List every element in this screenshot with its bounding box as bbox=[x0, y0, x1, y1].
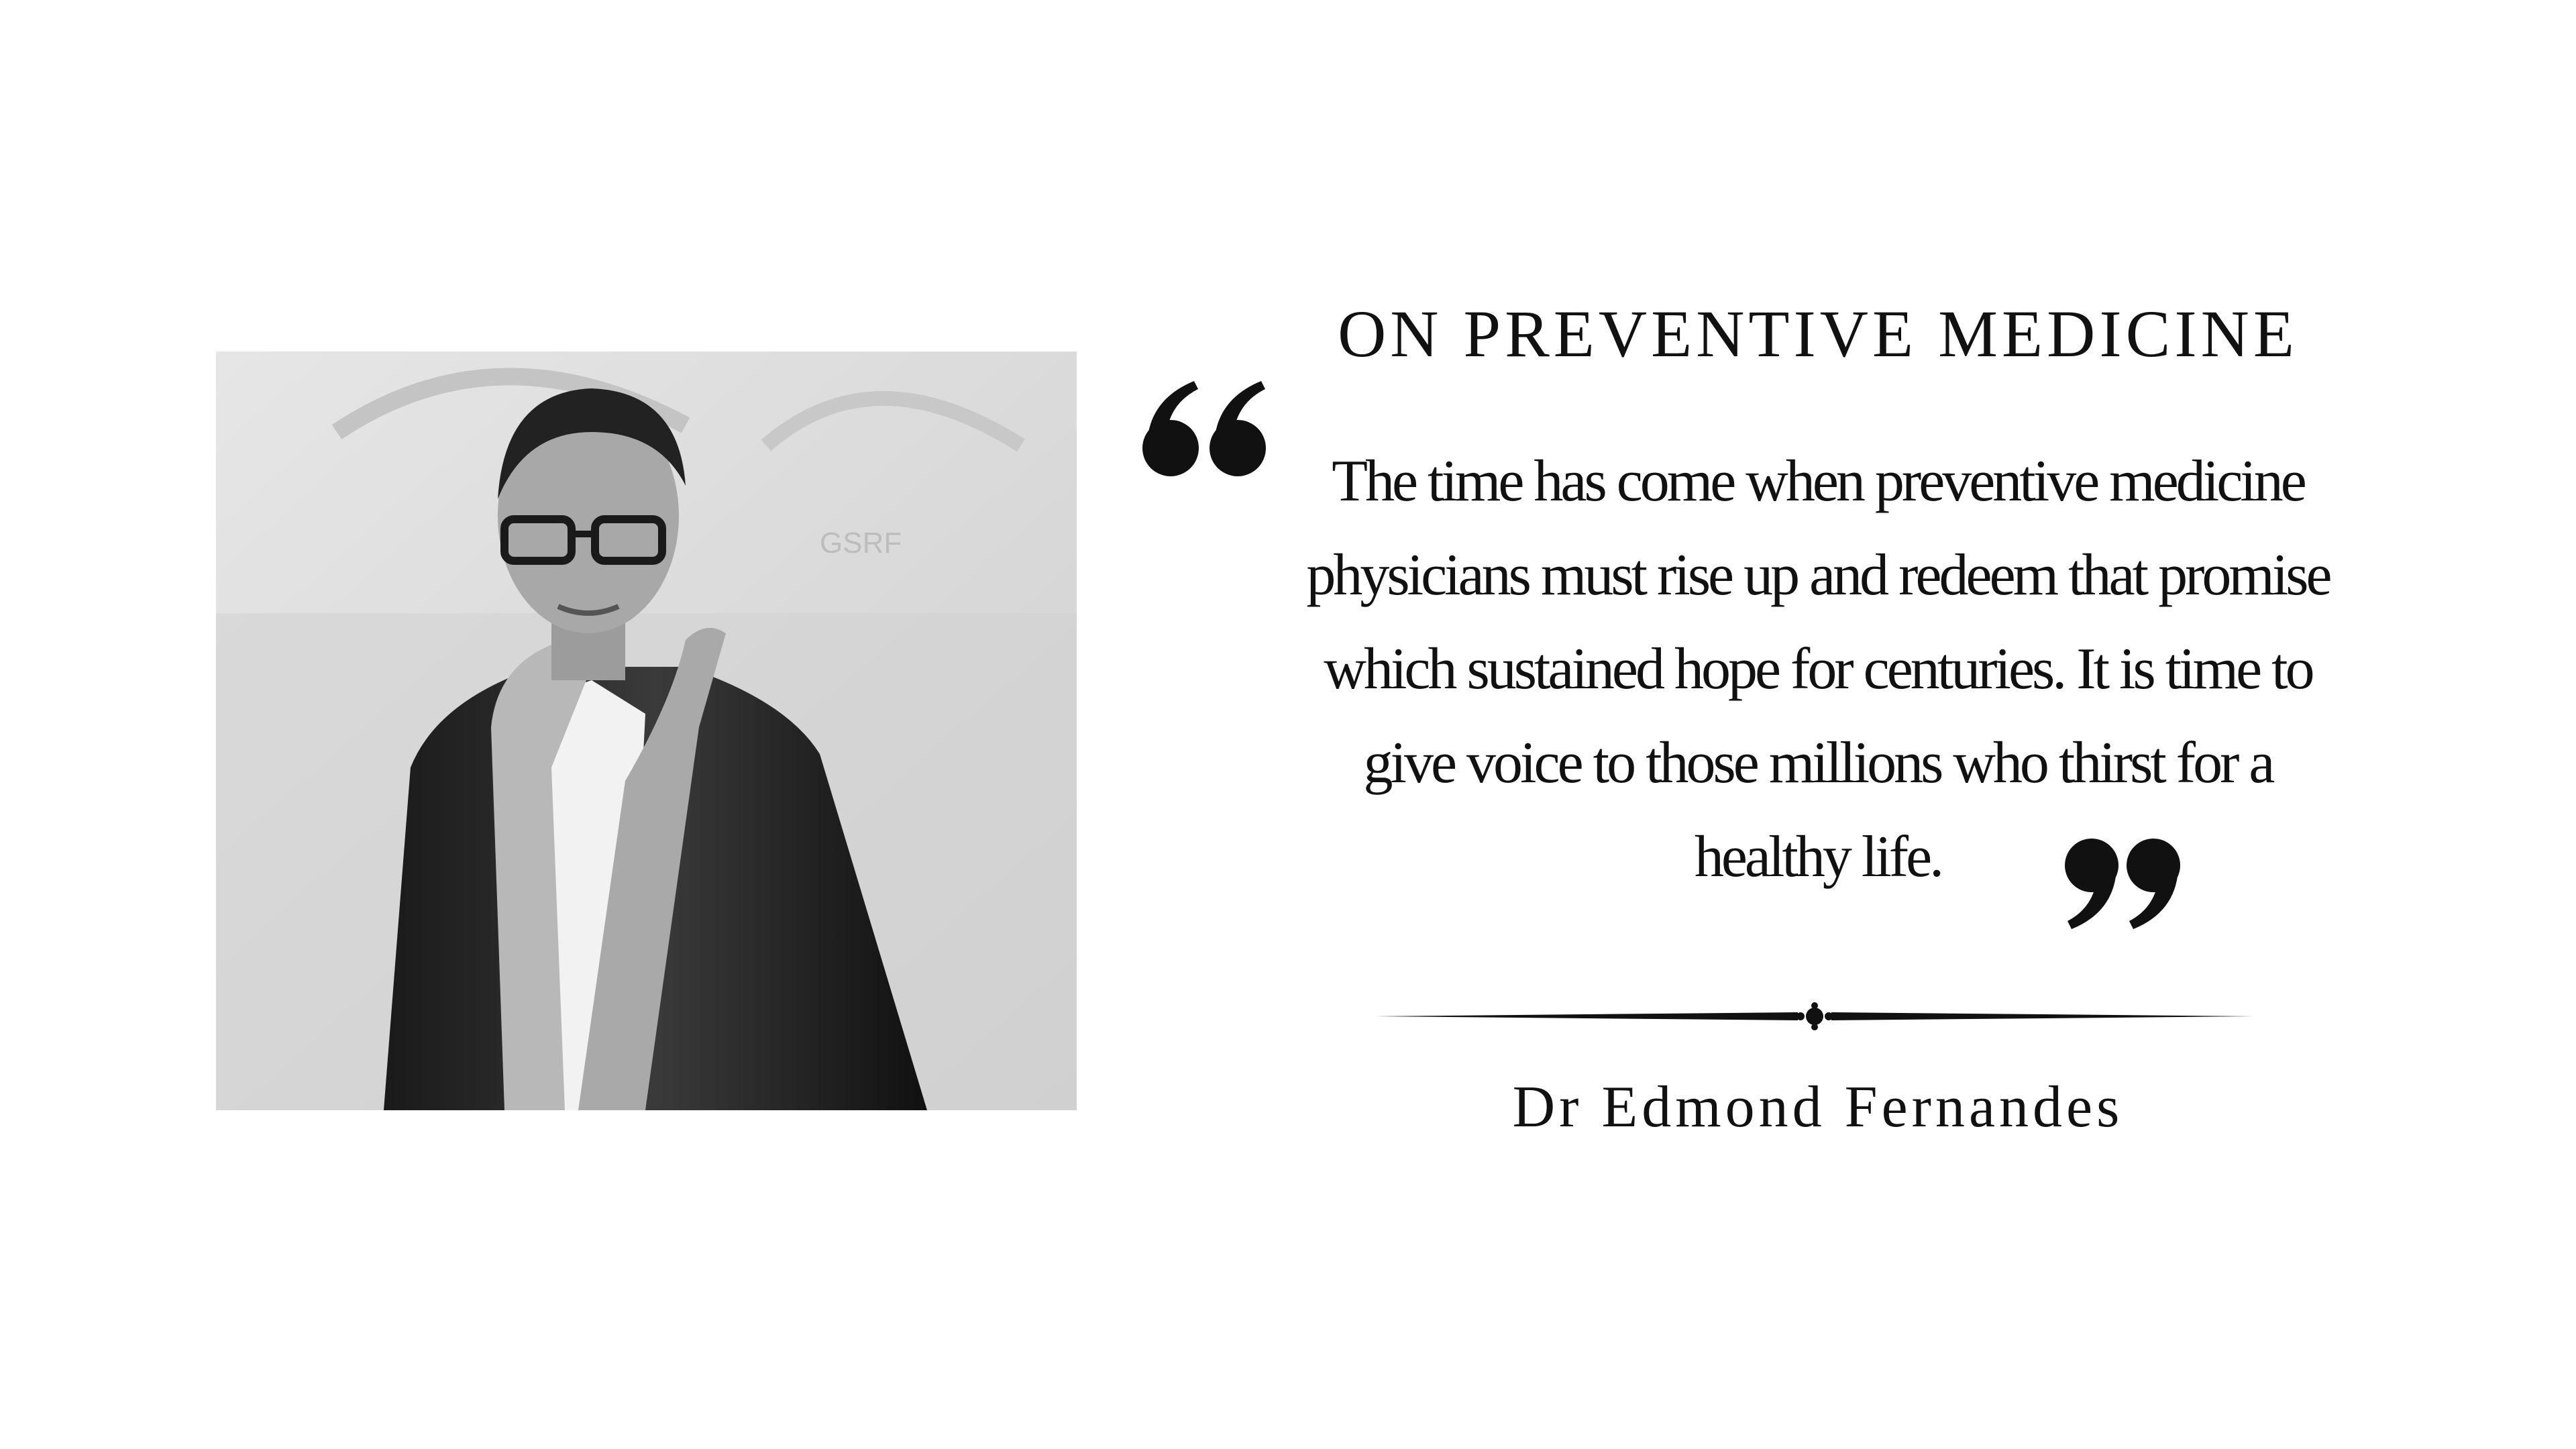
quote-author: Dr Edmond Fernandes bbox=[1512, 1075, 2124, 1140]
close-quote-icon bbox=[2059, 832, 2187, 932]
quote-line: The time has come when preventive medicine bbox=[1332, 449, 2304, 514]
quote-line: give voice to those millions who thirst for a bbox=[1363, 731, 2273, 796]
quote-heading: ON PREVENTIVE MEDICINE bbox=[1338, 297, 2298, 371]
portrait-photo bbox=[216, 352, 1077, 1110]
quote-line: physicians must rise up and redeem that promise bbox=[1306, 543, 2330, 608]
portrait-illustration bbox=[216, 352, 1077, 1110]
ornament-divider bbox=[1375, 1000, 2254, 1033]
quote-text bbox=[1241, 435, 2395, 904]
background-logo-text: GSRF bbox=[820, 527, 902, 559]
quote-line: which sustained hope for centuries. It is time to bbox=[1324, 637, 2312, 702]
quote-line: healthy life. bbox=[1694, 824, 1942, 890]
